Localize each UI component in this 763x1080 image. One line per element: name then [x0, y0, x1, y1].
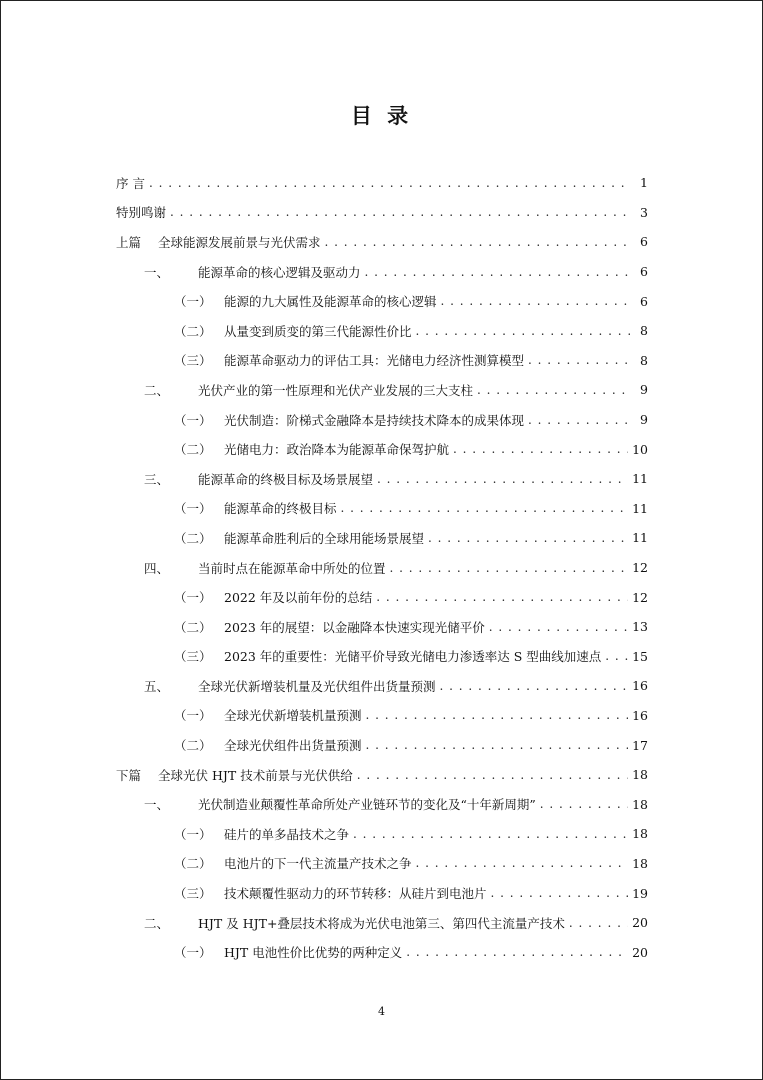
toc-entry-page: 19: [632, 885, 648, 901]
toc-entry-label: 能源革命的终极目标: [224, 501, 337, 517]
toc-entry-p2s1c[interactable]: [116, 878, 648, 908]
dot-leader: [428, 531, 628, 545]
toc-entry-number: 五、: [144, 678, 170, 694]
dot-leader: [569, 916, 628, 930]
page-title: 目 录: [350, 104, 413, 128]
toc-entry-number: （二）: [174, 619, 212, 635]
toc-entry-number: （二）: [174, 738, 212, 754]
toc-entry-part2[interactable]: [116, 760, 648, 790]
toc-entry-number: 上篇: [116, 234, 142, 250]
toc-entry-number: 二、: [144, 382, 170, 398]
toc-entry-label: 全球光伏 HJT 技术前景与光伏供给: [158, 767, 353, 783]
toc-entry-page: 10: [632, 441, 648, 457]
toc-entry-number: （一）: [174, 590, 212, 606]
toc-entry-p1s3b[interactable]: [116, 523, 648, 553]
toc-entry-page: 18: [632, 826, 648, 842]
toc-entry-p2s2a[interactable]: [116, 937, 648, 967]
toc-entry-p1s1b[interactable]: [116, 316, 648, 346]
dot-leader: [528, 413, 630, 427]
toc-entry-label: 能源革命的核心逻辑及驱动力: [198, 264, 361, 280]
toc-entry-p1s3[interactable]: [116, 464, 648, 494]
toc-entry-number: 二、: [144, 915, 170, 931]
toc-entry-label: 光伏制造业颠覆性革命所处产业链环节的变化及“十年新周期”: [198, 797, 536, 813]
dot-leader: [390, 561, 629, 575]
toc-entry-label: 技术颠覆性驱动力的环节转移：从硅片到电池片: [224, 886, 487, 902]
toc-entry-page: 3: [640, 204, 648, 220]
toc-entry-thanks[interactable]: [116, 198, 648, 228]
toc-entry-number: 三、: [144, 471, 170, 487]
toc-entry-part1[interactable]: [116, 227, 648, 257]
toc-entry-p1s1[interactable]: [116, 257, 648, 287]
toc-entry-number: （一）: [174, 294, 212, 310]
toc-entry-page: 18: [632, 767, 648, 783]
toc-entry-page: 18: [632, 855, 648, 871]
toc-entry-number: （三）: [174, 649, 212, 665]
toc-entry-page: 17: [632, 737, 648, 753]
toc-entry-label: 当前时点在能源革命中所处的位置: [198, 560, 386, 576]
dot-leader: [489, 620, 628, 634]
toc-entry-label: 2023 年的展望：以金融降本快速实现光储平价: [224, 619, 485, 635]
toc-entry-label: 硅片的单多晶技术之争: [224, 826, 350, 842]
toc-entry-number: 一、: [144, 264, 170, 280]
toc-entry-page: 6: [640, 293, 648, 309]
dot-leader: [453, 442, 628, 456]
toc-entry-page: 9: [640, 382, 648, 398]
dot-leader: [491, 886, 629, 900]
toc-entry-page: 18: [632, 796, 648, 812]
toc-entry-page: 6: [640, 234, 648, 250]
dot-leader: [440, 679, 629, 693]
toc-entry-label: 全球能源发展前景与光伏需求: [158, 234, 321, 250]
toc-entry-label: 全球光伏新增装机量预测: [224, 708, 362, 724]
dot-leader: [441, 294, 630, 308]
toc-entry-label: 2023 年的重要性：光储平价导致光储电力渗透率达 S 型曲线加速点: [224, 649, 602, 665]
toc-entry-page: 13: [632, 619, 648, 635]
toc-entry-page: 11: [632, 500, 648, 516]
toc-entry-label: 能源革命驱动力的评估工具：光储电力经济性测算模型: [224, 353, 525, 369]
toc-entry-preface[interactable]: [116, 168, 648, 198]
toc-entry-number: （一）: [174, 826, 212, 842]
toc-entry-page: 15: [632, 648, 648, 664]
toc-entry-label: 从量变到质变的第三代能源性价比: [224, 323, 412, 339]
dot-leader: [605, 649, 628, 663]
toc-entry-page: 1: [640, 175, 648, 191]
dot-leader: [528, 353, 630, 367]
toc-entry-p1s2[interactable]: [116, 375, 648, 405]
dot-leader: [149, 176, 630, 190]
toc-entry-p2s1a[interactable]: [116, 819, 648, 849]
toc-entry-p1s4b[interactable]: [116, 612, 648, 642]
toc-entry-label: HJT 电池性价比优势的两种定义: [224, 945, 403, 961]
toc-entry-number: （一）: [174, 501, 212, 517]
toc-entry-label: 全球光伏新增装机量及光伏组件出货量预测: [198, 678, 436, 694]
dot-leader: [416, 856, 629, 870]
toc-entry-page: 11: [632, 530, 648, 546]
toc-entry-number: （三）: [174, 353, 212, 369]
toc-entry-p1s5a[interactable]: [116, 701, 648, 731]
dot-leader: [365, 265, 630, 279]
toc-entry-page: 12: [632, 589, 648, 605]
toc-entry-page: 8: [640, 352, 648, 368]
toc-entry-page: 16: [632, 678, 648, 694]
toc-entry-number: （三）: [174, 886, 212, 902]
toc-entry-number: 四、: [144, 560, 170, 576]
toc-entry-label: 光伏产业的第一性原理和光伏产业发展的三大支柱: [198, 382, 474, 398]
toc-entry-page: 20: [632, 915, 648, 931]
dot-leader: [366, 738, 629, 752]
toc-entry-p1s3a[interactable]: [116, 494, 648, 524]
toc-entry-p1s1c[interactable]: [116, 346, 648, 376]
toc-entry-p1s4[interactable]: [116, 553, 648, 583]
page-number: 4: [378, 1005, 385, 1018]
toc-entry-page: 16: [632, 707, 648, 723]
toc-entry-label: 能源的九大属性及能源革命的核心逻辑: [224, 294, 437, 310]
toc-entry-label: 全球光伏组件出货量预测: [224, 738, 362, 754]
toc-entry-p1s5[interactable]: [116, 671, 648, 701]
dot-leader: [540, 797, 628, 811]
toc-entry-label: 序 言: [116, 175, 145, 191]
toc-entry-label: 光伏制造：阶梯式金融降本是持续技术降本的成果体现: [224, 412, 525, 428]
toc-entry-page: 6: [640, 264, 648, 280]
toc-entry-p2s2[interactable]: [116, 908, 648, 938]
toc-entry-label: 电池片的下一代主流量产技术之争: [224, 856, 412, 872]
dot-leader: [376, 590, 628, 604]
dot-leader: [416, 324, 630, 338]
toc-entry-number: 下篇: [116, 767, 142, 783]
toc-entry-label: 光储电力：政治降本为能源革命保驾护航: [224, 442, 450, 458]
toc-entry-number: （一）: [174, 945, 212, 961]
dot-leader: [377, 472, 628, 486]
toc-entry-p1s2a[interactable]: [116, 405, 648, 435]
toc-entry-page: 8: [640, 323, 648, 339]
toc-entry-page: 20: [632, 944, 648, 960]
dot-leader: [325, 235, 630, 249]
toc-entry-label: 2022 年及以前年份的总结: [224, 590, 373, 606]
toc-entry-number: （二）: [174, 530, 212, 546]
toc-entry-label: 能源革命的终极目标及场景展望: [198, 471, 374, 487]
toc-entry-p2s1b[interactable]: [116, 849, 648, 879]
toc-entry-p1s4c[interactable]: [116, 642, 648, 672]
toc-entry-number: （一）: [174, 708, 212, 724]
toc-entry-page: 12: [632, 560, 648, 576]
dot-leader: [170, 205, 630, 219]
toc-entry-label: 能源革命胜利后的全球用能场景展望: [224, 530, 425, 546]
toc-entry-label: 特别鸣谢: [116, 205, 167, 221]
toc-entry-p1s5b[interactable]: [116, 730, 648, 760]
dot-leader: [406, 945, 628, 959]
toc-entry-page: 11: [632, 471, 648, 487]
toc-entry-number: （一）: [174, 412, 212, 428]
dot-leader: [353, 827, 628, 841]
toc-entry-number: （二）: [174, 442, 212, 458]
toc-entry-p1s2b[interactable]: [116, 434, 648, 464]
toc-entry-p1s1a[interactable]: [116, 286, 648, 316]
dot-leader: [477, 383, 630, 397]
toc-entry-p2s1[interactable]: [116, 789, 648, 819]
dot-leader: [341, 501, 629, 515]
dot-leader: [357, 768, 628, 782]
toc-entry-number: （二）: [174, 323, 212, 339]
dot-leader: [366, 708, 629, 722]
toc-entry-p1s4a[interactable]: [116, 582, 648, 612]
toc-entry-page: 9: [640, 412, 648, 428]
toc-entry-label: HJT 及 HJT+叠层技术将成为光伏电池第三、第四代主流量产技术: [198, 915, 565, 931]
table-of-contents: [116, 168, 648, 967]
toc-entry-number: （二）: [174, 856, 212, 872]
toc-entry-number: 一、: [144, 797, 170, 813]
